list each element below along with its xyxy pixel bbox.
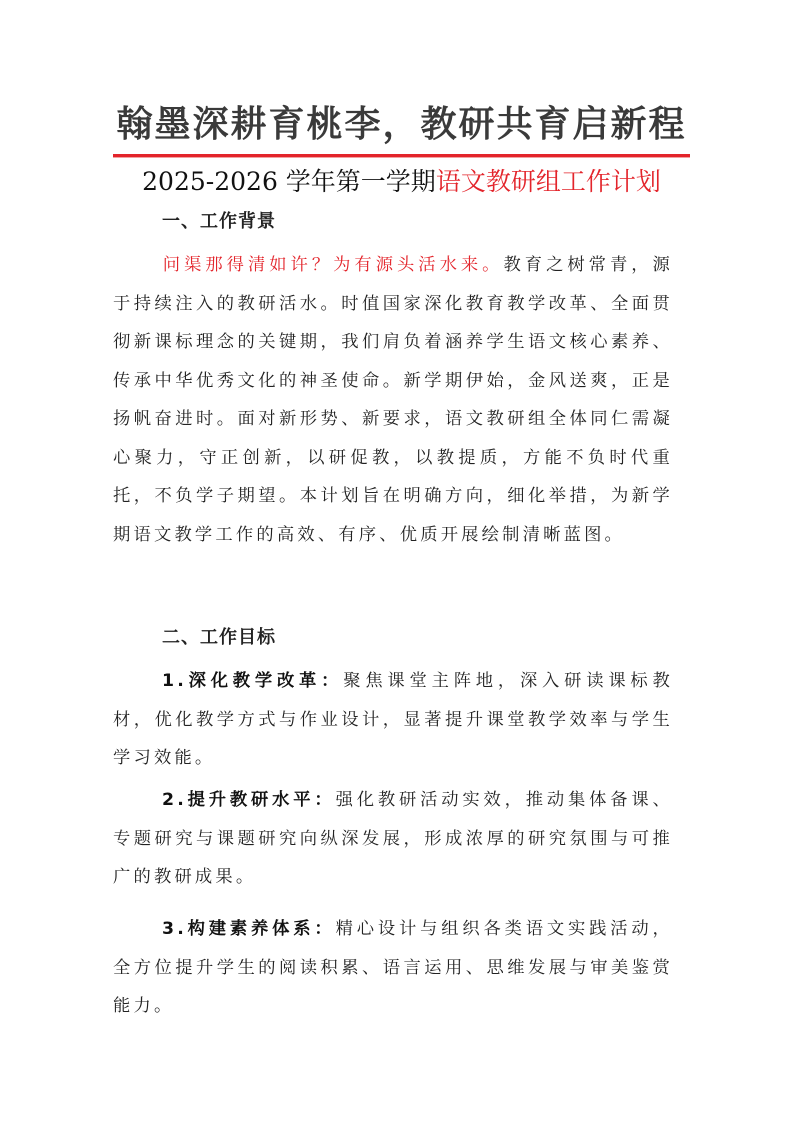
goal-item-3 xyxy=(113,910,673,1026)
goal-text-3: 精心设计与组织各类语文实践活动，全方位提升学生的阅读积累、语言运用、思维发展与审美鉴赏能力。 xyxy=(113,919,674,1016)
goal-label-2: 2.提升教研水平： xyxy=(162,790,336,810)
background-text: 教育之树常青，源于持续注入的教研活水。时值国家深化教育教学改革、全面贯彻新课标理念的关键期，我们肩负着涵养学生语文核心素养、传承中华优秀文化的神圣使命。新学期伊始，金风送爽，正是扬帆奋进时。面对新形势、新要求，语文教研组全体同仁需凝心聚力，守正创新，以研促教，以教提质，方能不负时代重托，不负学子期望。本计划旨在明确方向，细化举措，为新学期语文教学工作的高效、有序、优质开展绘制清晰蓝图。 xyxy=(113,255,674,545)
goal-text-2: 强化教研活动实效，推动集体备课、专题研究与课题研究向纵深发展，形成浓厚的研究氛围与可推广的教研成果。 xyxy=(113,790,674,887)
goal-label-3: 3.构建素养体系： xyxy=(162,919,336,939)
background-paragraph xyxy=(113,246,673,554)
goal-text-1: 聚焦课堂主阵地，深入研读课标教材，优化教学方式与作业设计，显著提升课堂教学效率与学生学习效能。 xyxy=(113,671,673,768)
section-heading-goals: 二、工作目标 xyxy=(162,627,276,648)
goal-item-1 xyxy=(113,662,673,778)
subtitle-plan-name: 语文教研组工作计划 xyxy=(435,167,661,196)
main-title: 翰墨深耕育桃李，教研共育启新程 xyxy=(116,103,687,145)
sub-title xyxy=(113,164,690,200)
poem-quote: 问渠那得清如许？为有源头活水来。 xyxy=(162,255,504,275)
goal-label-1: 1.深化教学改革： xyxy=(162,671,344,691)
section-heading-background: 一、工作背景 xyxy=(162,211,276,232)
goal-item-2 xyxy=(113,781,673,897)
title-divider xyxy=(113,154,690,157)
subtitle-term: 2025-2026 学年第一学期 xyxy=(142,167,436,196)
